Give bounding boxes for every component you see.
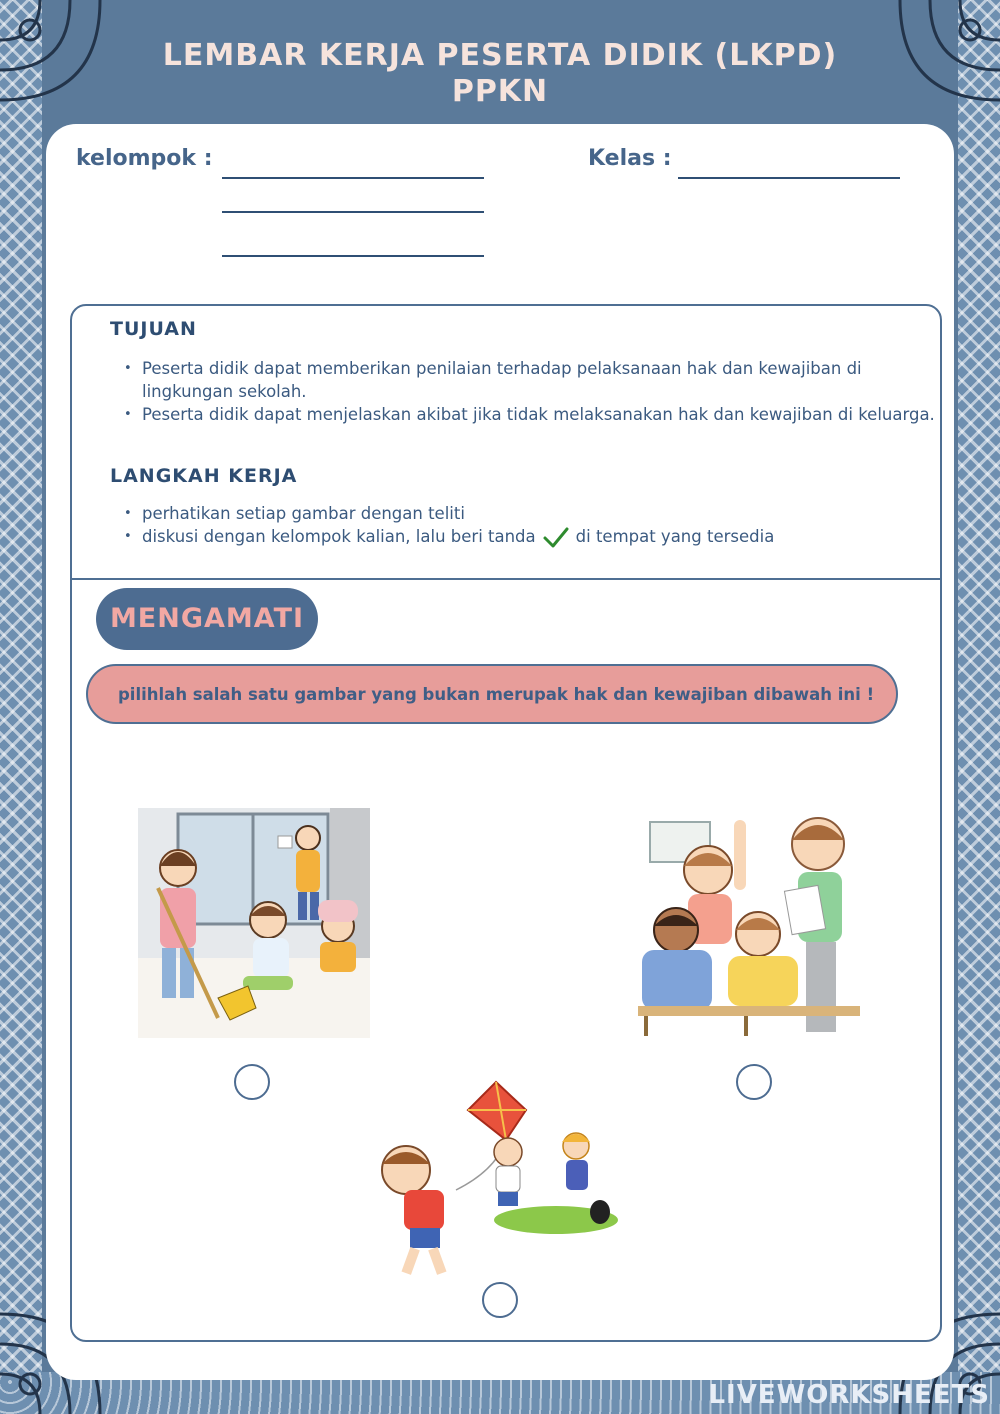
steps-heading: LANGKAH KERJA	[110, 465, 298, 487]
cleaning-classroom-illustration	[138, 808, 370, 1038]
right-border-pattern	[958, 0, 1000, 1414]
class-label: Kelas :	[588, 146, 672, 171]
page-title	[0, 38, 1000, 110]
objectives-heading: TUJUAN	[110, 318, 197, 340]
group-label: kelompok :	[76, 146, 213, 171]
objectives-list	[120, 357, 942, 426]
footer-brand: LIVEWORKSHEETS	[708, 1380, 990, 1410]
instruction-banner: pilihlah salah satu gambar yang bukan merupak hak dan kewajiban dibawah ini !	[86, 664, 898, 724]
option-radio-2[interactable]	[736, 1064, 772, 1100]
title-line-1: LEMBAR KERJA PESERTA DIDIK (LKPD)	[162, 38, 838, 73]
activity-title: MENGAMATI	[96, 588, 318, 650]
group-name-line-3[interactable]	[222, 255, 484, 257]
title-line-2: PPKN	[451, 74, 549, 109]
classroom-discussion-illustration	[638, 810, 860, 1036]
objective-item: • Peserta didik dapat memberikan penilaian terhadap pelaksanaan hak dan kewajiban di lingkungan sekolah.	[142, 357, 942, 403]
group-name-line-1[interactable]	[222, 177, 484, 179]
left-border-pattern	[0, 0, 42, 1414]
group-name-line-2[interactable]	[222, 211, 484, 213]
checkmark-icon	[542, 526, 570, 550]
step-item-text-before: diskusi dengan kelompok kalian, lalu beri tanda	[142, 527, 536, 546]
option-radio-1[interactable]	[234, 1064, 270, 1100]
class-line[interactable]	[678, 177, 900, 179]
steps-list	[120, 502, 942, 550]
step-item	[142, 525, 942, 550]
kite-flying-illustration	[376, 1080, 620, 1282]
step-item: • perhatikan setiap gambar dengan teliti	[142, 502, 942, 525]
option-radio-3[interactable]	[482, 1282, 518, 1318]
objective-item: • Peserta didik dapat menjelaskan akibat jika tidak melaksanakan hak dan kewajiban di keluarga.	[142, 403, 942, 426]
section-divider	[70, 578, 940, 580]
step-item-text-after: di tempat yang tersedia	[575, 527, 775, 546]
